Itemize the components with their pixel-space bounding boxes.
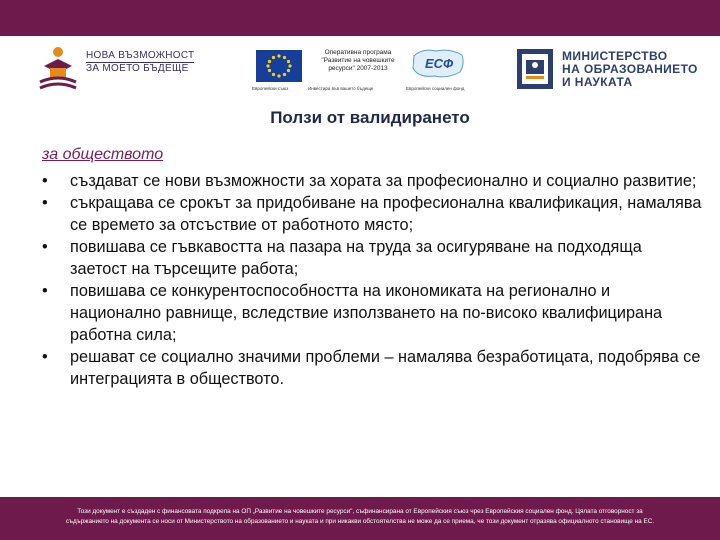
bullet-marker: •	[42, 172, 48, 190]
ministry-crest-icon	[516, 48, 554, 92]
op-line-2: "Развитие на човешките	[321, 57, 395, 64]
list-item-text: решават се социално значими проблеми – намалява безработицата, подобрява се интеграцията в обществото.	[70, 348, 701, 388]
list-item	[42, 280, 702, 346]
op-line-1: Оперативна програма	[324, 49, 392, 56]
nova-vazmozhnost-logo	[34, 44, 214, 92]
bullet-marker: •	[42, 348, 48, 366]
ministry-text	[562, 50, 698, 89]
ministry-line-2: НА ОБРАЗОВАНИЕТО	[562, 62, 698, 76]
nova-vazmozhnost-text	[86, 50, 194, 75]
list-item	[42, 346, 702, 390]
top-banner	[0, 0, 720, 36]
bullet-marker: •	[42, 282, 48, 300]
list-item	[42, 236, 702, 280]
eu-stars	[256, 50, 302, 82]
op-caption: Инвестира във вашето бъдеще	[308, 86, 374, 91]
ministry-logo	[516, 48, 706, 98]
logo-strip	[0, 36, 720, 110]
list-item	[42, 192, 702, 236]
brand-line-2: ЗА МОЕТО БЪДЕЩЕ	[86, 62, 194, 75]
esf-bulgaria-icon	[408, 46, 468, 82]
eu-caption: Европейски съюз	[252, 86, 289, 91]
page-title: Ползи от валидирането	[270, 108, 470, 127]
list-item-text: съкращава се срокът за придобиване на професионална квалификация, намалява се времето за отсъствие от работното място;	[70, 194, 702, 234]
list-item-text: повишава се гъвкавостта на пазара на труда за осигуряване на подходяща заетост на търсещите работа;	[70, 238, 642, 278]
brand-line-1: НОВА ВЪЗМОЖНОСТ	[86, 50, 195, 61]
bullet-marker: •	[42, 194, 48, 212]
footer-disclaimer	[10, 507, 710, 527]
eu-flag-icon	[256, 50, 302, 82]
op-title	[310, 49, 406, 73]
list-item-text: създават се нови възможности за хората за професионално и социално развитие;	[70, 172, 697, 190]
graduation-cap-book-icon	[34, 44, 82, 92]
bullet-marker: •	[42, 238, 48, 256]
esf-mark: ЕСФ	[425, 56, 454, 71]
op-line-3: ресурси" 2007-2013	[328, 65, 388, 72]
esf-caption: Европейски социален фонд	[406, 86, 465, 91]
list-item-text: повишава се конкурентоспособността на икономиката на регионално и национално равнище, вследствие използването на по-високо квалифицирана работна сила;	[70, 282, 663, 344]
benefits-list	[42, 170, 702, 390]
footer-line-1: Този документ е създаден с финансовата подкрепа на ОП „Развитие на човешките ресурси", съфинансирана от Европейския съюз чрез Европейския социален фонд. Цялата отговорност за	[77, 508, 643, 515]
section-subhead: за обществото	[42, 146, 164, 163]
list-item	[42, 170, 702, 192]
ministry-line-3: И НАУКАТА	[562, 75, 633, 89]
footer-line-2: съдържанието на документа се носи от Министерството на образованието и науката и при никакви обстоятелства не може да се приема, че този документ отразява официалното становище на ЕС.	[65, 518, 655, 525]
op-logos	[252, 46, 476, 96]
ministry-line-1: МИНИСТЕРСТВО	[562, 49, 668, 63]
